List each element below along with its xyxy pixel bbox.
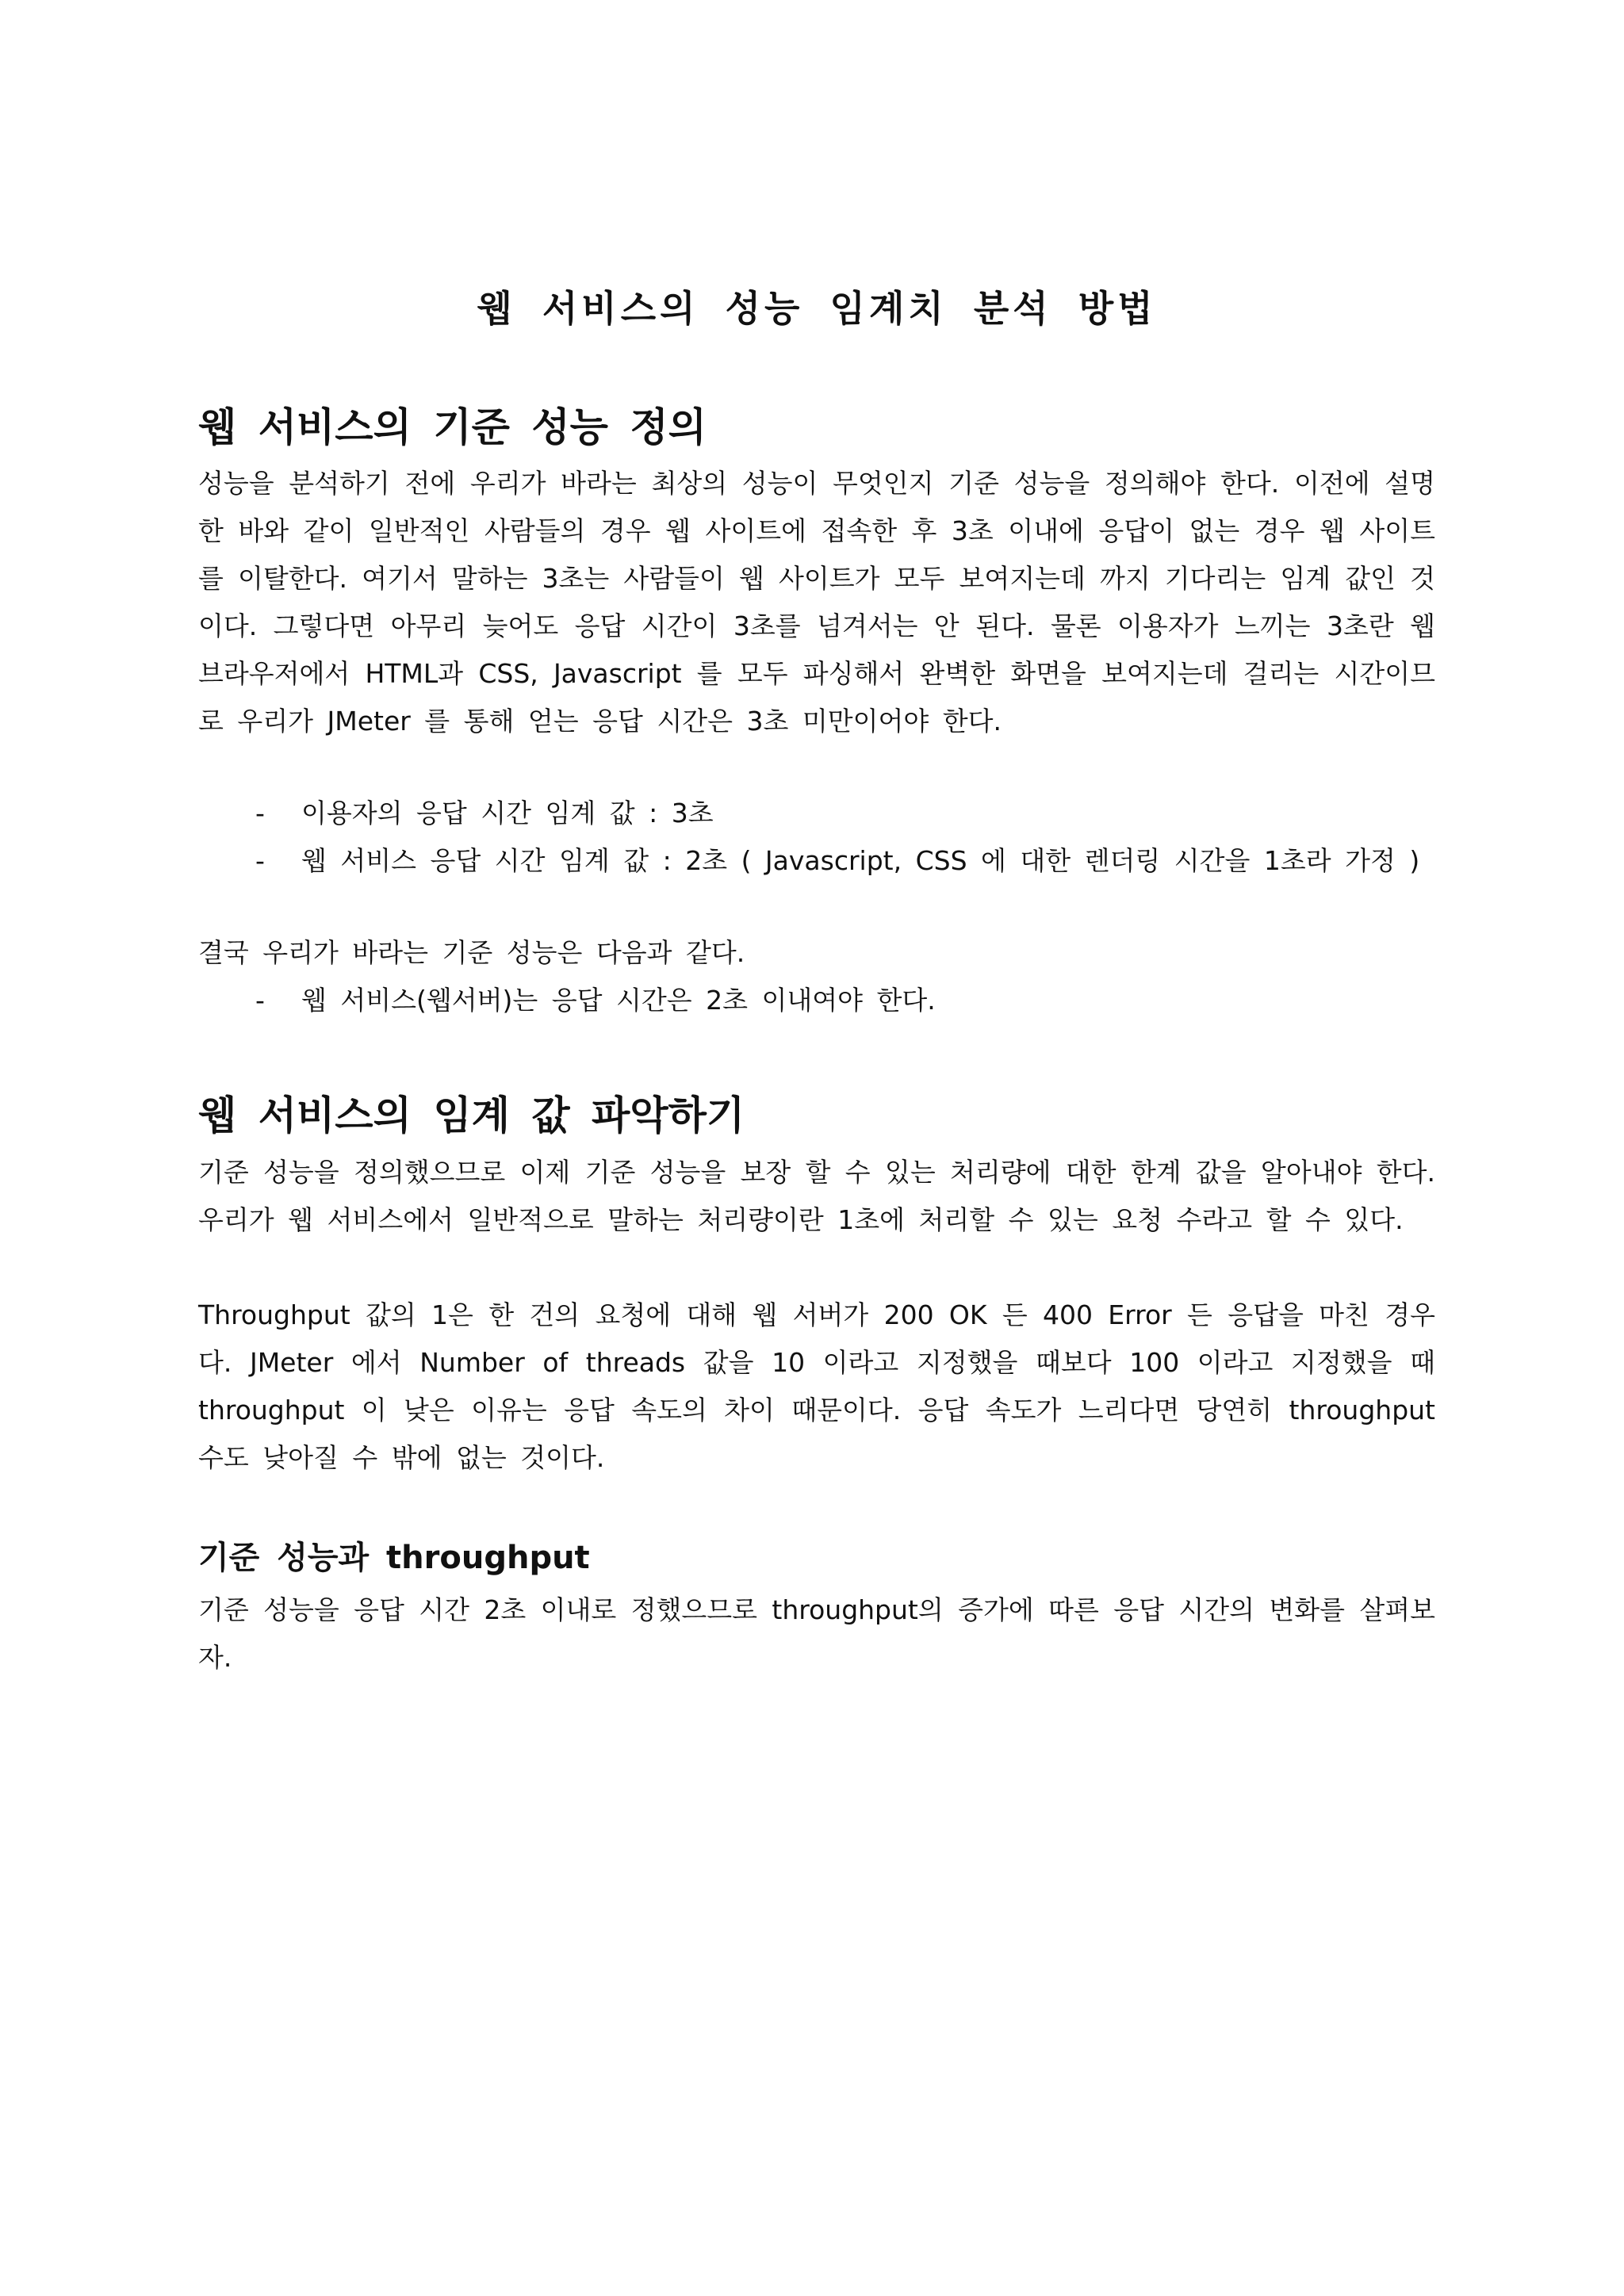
document-page xyxy=(198,285,1435,1682)
conclusion-list xyxy=(198,977,1435,1024)
section-paragraph: 기준 성능을 응답 시간 2초 이내로 정했으므로 throughput의 증가에 따른 응답 시간의 변화를 살펴보자. xyxy=(198,1594,1435,1673)
section-paragraph: 성능을 분석하기 전에 우리가 바라는 최상의 성능이 무엇인지 기준 성능을 정의해야 한다. 이전에 설명한 바와 같이 일반적인 사람들의 경우 웹 사이트에 접속한 후 3초 이내에 응답이 없는 경우 웹 사이트를 이탈한다. 여기서 말하는 3초는 사람들이 웹 사이트가 모두 보여지는데 까지 기다리는 임계 값인 것이다. 그렇다면 아무리 늦어도 응답 시간이 3초를 넘겨서는 안 된다. 물론 이용자가 느끼는 3초란 웹 브라우저에서 HTML과 CSS, Javascript 를 모두 파싱해서 완벽한 화면을 보여지는데 걸리는 시간이므로 우리가 JMeter 를 통해 얻는 응답 시간은 3초 미만이어야 한다. xyxy=(198,468,1435,737)
threshold-list xyxy=(198,790,1435,885)
section-heading: 웹 서비스의 임계 값 파악하기 xyxy=(198,1093,745,1139)
section-baseline-performance xyxy=(198,403,1435,1025)
section-throughput xyxy=(198,1537,1435,1682)
section-heading: 웹 서비스의 기준 성능 정의 xyxy=(198,404,707,450)
list-item: - 이용자의 응답 시간 임계 값 : 3초 xyxy=(255,790,1435,837)
list-item: - 웹 서비스(웹서버)는 응답 시간은 2초 이내여야 한다. xyxy=(255,977,1435,1024)
conclusion-text: 결국 우리가 바라는 기준 성능은 다음과 같다. xyxy=(198,937,745,969)
document-title: 웹 서비스의 성능 임계치 분석 방법 xyxy=(477,287,1157,330)
list-item: - 웹 서비스 응답 시간 임계 값 : 2초 ( Javascript, CSS 에 대한 렌더링 시간을 1초라 가정 ) xyxy=(255,837,1435,885)
section-paragraph: Throughput 값의 1은 한 건의 요청에 대해 웹 서버가 200 OK 든 400 Error 든 응답을 마친 경우다. JMeter 에서 Number of threads 값을 10 이라고 지정했을 때보다 100 이라고 지정했을 때 throughput 이 낮은 이유는 응답 속도의 차이 때문이다. 응답 속도가 느리다면 당연히 throughput 수도 낮아질 수 밖에 없는 것이다. xyxy=(198,1299,1435,1473)
section-paragraph: 기준 성능을 정의했으므로 이제 기준 성능을 보장 할 수 있는 처리량에 대한 한계 값을 알아내야 한다. 우리가 웹 서비스에서 일반적으로 말하는 처리량이란 1초에 처리할 수 있는 요청 수라고 할 수 있다. xyxy=(198,1156,1435,1235)
section-threshold xyxy=(198,1091,1435,1482)
subsection-heading: 기준 성능과 throughput xyxy=(198,1539,590,1576)
